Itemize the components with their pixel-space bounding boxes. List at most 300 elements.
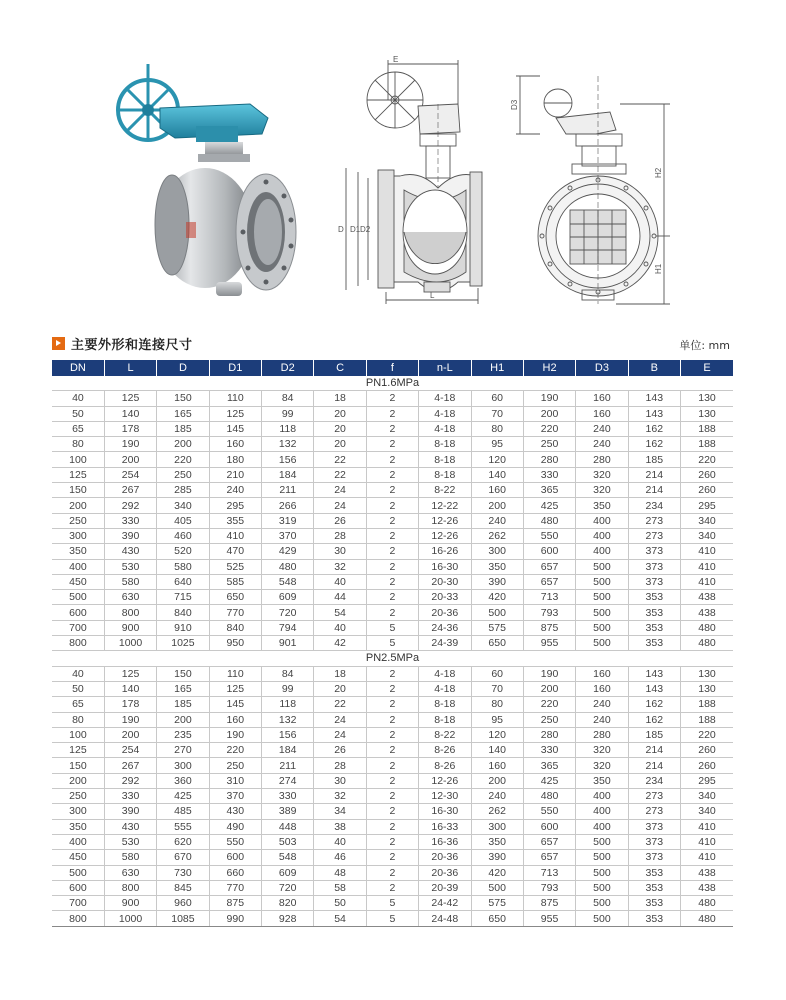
table-cell: 143 — [628, 681, 680, 696]
table-cell: 400 — [52, 834, 104, 849]
valve-photo — [118, 64, 296, 296]
column-header: n-L — [419, 360, 471, 376]
table-cell: 438 — [681, 605, 734, 620]
table-cell: 162 — [628, 421, 680, 436]
table-cell: 910 — [157, 620, 209, 635]
table-cell: 178 — [104, 697, 156, 712]
table-cell: 160 — [576, 666, 628, 681]
table-cell: 24-39 — [419, 636, 471, 651]
table-cell: 657 — [523, 850, 575, 865]
table-cell: 410 — [209, 528, 261, 543]
table-cell: 800 — [104, 880, 156, 895]
table-cell: 240 — [576, 712, 628, 727]
table-cell: 550 — [523, 804, 575, 819]
table-cell: 300 — [471, 544, 523, 559]
table-cell: 585 — [209, 574, 261, 589]
table-cell: 2 — [366, 819, 418, 834]
dim-label-e: E — [393, 55, 399, 64]
table-cell: 28 — [314, 528, 366, 543]
table-cell: 500 — [576, 574, 628, 589]
table-cell: 353 — [628, 911, 680, 926]
table-cell: 200 — [52, 773, 104, 788]
table-cell: 160 — [209, 712, 261, 727]
table-cell: 24 — [314, 498, 366, 513]
table-cell: 630 — [104, 590, 156, 605]
table-cell: 185 — [628, 452, 680, 467]
table-cell: 657 — [523, 834, 575, 849]
table-cell: 640 — [157, 574, 209, 589]
table-cell: 657 — [523, 559, 575, 574]
table-cell: 20-33 — [419, 590, 471, 605]
column-header: D1 — [209, 360, 261, 376]
table-cell: 145 — [209, 697, 261, 712]
table-cell: 2 — [366, 850, 418, 865]
table-cell: 700 — [52, 896, 104, 911]
table-cell: 2 — [366, 605, 418, 620]
table-row — [52, 666, 733, 681]
dim-label-d2: D2 — [360, 225, 371, 234]
table-cell: 480 — [262, 559, 314, 574]
table-cell: 340 — [681, 528, 734, 543]
table-cell: 2 — [366, 773, 418, 788]
table-cell: 5 — [366, 911, 418, 926]
table-cell: 480 — [681, 636, 734, 651]
table-cell: 1085 — [157, 911, 209, 926]
table-cell: 140 — [471, 467, 523, 482]
table-cell: 353 — [628, 590, 680, 605]
table-cell: 262 — [471, 804, 523, 819]
table-cell: 340 — [157, 498, 209, 513]
table-cell: 350 — [52, 544, 104, 559]
table-cell: 26 — [314, 743, 366, 758]
table-cell: 500 — [576, 834, 628, 849]
table-cell: 770 — [209, 880, 261, 895]
table-cell: 50 — [52, 406, 104, 421]
table-cell: 160 — [576, 681, 628, 696]
table-cell: 240 — [576, 697, 628, 712]
table-cell: 5 — [366, 896, 418, 911]
table-cell: 548 — [262, 850, 314, 865]
table-row — [52, 804, 733, 819]
table-cell: 8-18 — [419, 712, 471, 727]
table-cell: 525 — [209, 559, 261, 574]
table-cell: 300 — [157, 758, 209, 773]
table-cell: 266 — [262, 498, 314, 513]
table-cell: 160 — [471, 758, 523, 773]
dim-label-d1: D1 — [350, 225, 361, 234]
table-cell: 250 — [209, 758, 261, 773]
table-cell: 600 — [523, 544, 575, 559]
table-cell: 273 — [628, 528, 680, 543]
table-cell: 389 — [262, 804, 314, 819]
table-cell: 30 — [314, 544, 366, 559]
table-cell: 20 — [314, 421, 366, 436]
table-cell: 650 — [471, 911, 523, 926]
table-cell: 360 — [157, 773, 209, 788]
table-row — [52, 850, 733, 865]
table-cell: 2 — [366, 498, 418, 513]
table-cell: 8-18 — [419, 452, 471, 467]
table-cell: 214 — [628, 467, 680, 482]
table-cell: 190 — [104, 712, 156, 727]
table-cell: 80 — [471, 697, 523, 712]
table-cell: 150 — [52, 483, 104, 498]
table-cell: 480 — [681, 896, 734, 911]
table-cell: 793 — [523, 880, 575, 895]
dim-label-l: L — [430, 291, 435, 300]
table-cell: 234 — [628, 498, 680, 513]
table-cell: 353 — [628, 880, 680, 895]
table-cell: 400 — [576, 544, 628, 559]
table-row — [52, 574, 733, 589]
table-cell: 12-30 — [419, 789, 471, 804]
table-cell: 840 — [209, 620, 261, 635]
table-cell: 955 — [523, 911, 575, 926]
table-cell: 240 — [471, 513, 523, 528]
table-cell: 425 — [523, 498, 575, 513]
table-cell: 353 — [628, 865, 680, 880]
table-cell: 580 — [104, 850, 156, 865]
table-cell: 845 — [157, 880, 209, 895]
table-cell: 120 — [471, 452, 523, 467]
table-cell: 609 — [262, 590, 314, 605]
table-row — [52, 391, 733, 406]
table-cell: 280 — [523, 452, 575, 467]
table-cell: 30 — [314, 773, 366, 788]
table-cell: 520 — [157, 544, 209, 559]
table-cell: 320 — [576, 483, 628, 498]
table-cell: 630 — [104, 865, 156, 880]
column-header: C — [314, 360, 366, 376]
table-cell: 480 — [523, 789, 575, 804]
table-cell: 800 — [52, 911, 104, 926]
table-cell: 54 — [314, 605, 366, 620]
table-cell: 65 — [52, 697, 104, 712]
pressure-group-label: PN2.5MPa — [52, 651, 733, 666]
table-cell: 500 — [576, 865, 628, 880]
table-cell: 600 — [52, 605, 104, 620]
table-row — [52, 498, 733, 513]
table-cell: 2 — [366, 544, 418, 559]
table-cell: 143 — [628, 391, 680, 406]
table-cell: 34 — [314, 804, 366, 819]
table-cell: 12-26 — [419, 773, 471, 788]
table-cell: 70 — [471, 406, 523, 421]
table-cell: 373 — [628, 850, 680, 865]
table-cell: 54 — [314, 911, 366, 926]
table-cell: 262 — [471, 528, 523, 543]
table-cell: 2 — [366, 574, 418, 589]
table-row — [52, 437, 733, 452]
table-cell: 500 — [52, 865, 104, 880]
table-cell: 400 — [576, 789, 628, 804]
table-cell: 2 — [366, 513, 418, 528]
table-cell: 200 — [523, 681, 575, 696]
table-cell: 99 — [262, 681, 314, 696]
table-cell: 503 — [262, 834, 314, 849]
table-cell: 60 — [471, 391, 523, 406]
table-cell: 273 — [628, 804, 680, 819]
table-cell: 400 — [576, 804, 628, 819]
table-cell: 274 — [262, 773, 314, 788]
table-cell: 240 — [576, 421, 628, 436]
table-cell: 2 — [366, 452, 418, 467]
table-cell: 200 — [52, 498, 104, 513]
table-cell: 40 — [314, 620, 366, 635]
table-cell: 40 — [314, 574, 366, 589]
table-cell: 353 — [628, 896, 680, 911]
table-cell: 125 — [52, 743, 104, 758]
table-cell: 190 — [523, 666, 575, 681]
table-cell: 156 — [262, 727, 314, 742]
table-cell: 500 — [576, 559, 628, 574]
table-row — [52, 834, 733, 849]
table-cell: 50 — [314, 896, 366, 911]
table-cell: 250 — [52, 513, 104, 528]
column-header: D — [157, 360, 209, 376]
table-cell: 58 — [314, 880, 366, 895]
table-cell: 950 — [209, 636, 261, 651]
table-cell: 260 — [681, 467, 734, 482]
table-cell: 260 — [681, 758, 734, 773]
table-cell: 390 — [471, 850, 523, 865]
table-cell: 657 — [523, 574, 575, 589]
table-cell: 26 — [314, 513, 366, 528]
table-cell: 1000 — [104, 911, 156, 926]
table-cell: 140 — [104, 681, 156, 696]
table-cell: 165 — [157, 681, 209, 696]
table-cell: 2 — [366, 528, 418, 543]
table-cell: 2 — [366, 391, 418, 406]
table-cell: 99 — [262, 406, 314, 421]
table-cell: 20-36 — [419, 605, 471, 620]
table-cell: 200 — [157, 437, 209, 452]
table-cell: 130 — [681, 391, 734, 406]
table-cell: 900 — [104, 620, 156, 635]
table-cell: 4-18 — [419, 681, 471, 696]
table-cell: 130 — [681, 666, 734, 681]
table-cell: 330 — [262, 789, 314, 804]
table-cell: 450 — [52, 850, 104, 865]
table-cell: 353 — [628, 636, 680, 651]
table-cell: 130 — [681, 681, 734, 696]
table-cell: 2 — [366, 865, 418, 880]
table-cell: 160 — [576, 406, 628, 421]
pressure-group-row — [52, 376, 733, 391]
table-cell: 875 — [523, 896, 575, 911]
table-cell: 548 — [262, 574, 314, 589]
table-cell: 188 — [681, 437, 734, 452]
column-header: H1 — [471, 360, 523, 376]
column-header: B — [628, 360, 680, 376]
table-cell: 40 — [314, 834, 366, 849]
table-cell: 132 — [262, 437, 314, 452]
table-cell: 2 — [366, 712, 418, 727]
table-cell: 390 — [471, 574, 523, 589]
table-cell: 24-48 — [419, 911, 471, 926]
table-cell: 820 — [262, 896, 314, 911]
table-cell: 609 — [262, 865, 314, 880]
table-cell: 450 — [52, 574, 104, 589]
table-cell: 200 — [157, 712, 209, 727]
table-cell: 18 — [314, 391, 366, 406]
product-figures — [0, 0, 786, 320]
table-row — [52, 758, 733, 773]
table-cell: 350 — [471, 559, 523, 574]
table-cell: 44 — [314, 590, 366, 605]
table-cell: 250 — [52, 789, 104, 804]
table-cell: 500 — [576, 620, 628, 635]
table-cell: 960 — [157, 896, 209, 911]
table-cell: 24 — [314, 727, 366, 742]
table-cell: 254 — [104, 467, 156, 482]
table-cell: 162 — [628, 697, 680, 712]
table-cell: 184 — [262, 743, 314, 758]
column-header: L — [104, 360, 156, 376]
table-cell: 8-18 — [419, 467, 471, 482]
table-cell: 470 — [209, 544, 261, 559]
table-cell: 280 — [576, 452, 628, 467]
table-cell: 340 — [681, 789, 734, 804]
table-cell: 720 — [262, 605, 314, 620]
table-cell: 300 — [471, 819, 523, 834]
table-cell: 2 — [366, 406, 418, 421]
table-cell: 143 — [628, 666, 680, 681]
column-header: E — [681, 360, 734, 376]
table-cell: 38 — [314, 819, 366, 834]
table-cell: 100 — [52, 727, 104, 742]
table-cell: 429 — [262, 544, 314, 559]
column-header: DN — [52, 360, 104, 376]
table-cell: 390 — [104, 804, 156, 819]
table-cell: 373 — [628, 559, 680, 574]
table-cell: 2 — [366, 590, 418, 605]
table-cell: 42 — [314, 636, 366, 651]
table-cell: 156 — [262, 452, 314, 467]
table-cell: 32 — [314, 559, 366, 574]
table-cell: 2 — [366, 421, 418, 436]
table-cell: 24-36 — [419, 620, 471, 635]
table-cell: 4-18 — [419, 391, 471, 406]
table-cell: 500 — [471, 605, 523, 620]
table-cell: 240 — [576, 437, 628, 452]
table-row — [52, 727, 733, 742]
table-cell: 310 — [209, 773, 261, 788]
table-cell: 5 — [366, 636, 418, 651]
table-cell: 20 — [314, 437, 366, 452]
table-row — [52, 421, 733, 436]
table-row — [52, 880, 733, 895]
table-cell: 319 — [262, 513, 314, 528]
table-cell: 555 — [157, 819, 209, 834]
table-cell: 16-36 — [419, 834, 471, 849]
table-cell: 162 — [628, 437, 680, 452]
table-cell: 575 — [471, 620, 523, 635]
column-header: D3 — [576, 360, 628, 376]
table-cell: 280 — [523, 727, 575, 742]
table-cell: 1000 — [104, 636, 156, 651]
table-cell: 24 — [314, 483, 366, 498]
table-cell: 2 — [366, 559, 418, 574]
table-cell: 500 — [576, 850, 628, 865]
table-cell: 2 — [366, 758, 418, 773]
table-cell: 20 — [314, 406, 366, 421]
table-cell: 410 — [681, 574, 734, 589]
dim-label-h1: H1 — [654, 263, 663, 274]
table-cell: 300 — [52, 528, 104, 543]
table-cell: 730 — [157, 865, 209, 880]
table-cell: 373 — [628, 834, 680, 849]
table-cell: 2 — [366, 880, 418, 895]
dim-label-d: D — [338, 225, 344, 234]
table-cell: 2 — [366, 789, 418, 804]
table-cell: 438 — [681, 590, 734, 605]
table-cell: 340 — [681, 513, 734, 528]
table-cell: 16-30 — [419, 804, 471, 819]
table-cell: 480 — [681, 620, 734, 635]
table-cell: 2 — [366, 483, 418, 498]
table-row — [52, 743, 733, 758]
unit-label: 单位: mm — [679, 339, 730, 352]
table-cell: 340 — [681, 804, 734, 819]
table-cell: 438 — [681, 880, 734, 895]
table-cell: 575 — [471, 896, 523, 911]
table-cell: 480 — [523, 513, 575, 528]
play-arrow-icon — [52, 337, 65, 350]
table-cell: 150 — [157, 391, 209, 406]
table-cell: 8-18 — [419, 697, 471, 712]
table-cell: 70 — [471, 681, 523, 696]
table-cell: 160 — [209, 437, 261, 452]
table-cell: 600 — [209, 850, 261, 865]
table-cell: 84 — [262, 666, 314, 681]
table-cell: 32 — [314, 789, 366, 804]
table-cell: 500 — [576, 880, 628, 895]
table-cell: 214 — [628, 743, 680, 758]
table-cell: 20-39 — [419, 880, 471, 895]
table-cell: 200 — [104, 727, 156, 742]
table-cell: 220 — [523, 697, 575, 712]
table-cell: 400 — [576, 528, 628, 543]
table-cell: 220 — [157, 452, 209, 467]
table-cell: 235 — [157, 727, 209, 742]
table-cell: 20-30 — [419, 574, 471, 589]
table-cell: 370 — [209, 789, 261, 804]
table-cell: 160 — [576, 391, 628, 406]
section-title: 主要外形和连接尺寸 — [71, 337, 193, 353]
table-cell: 185 — [157, 697, 209, 712]
table-row — [52, 467, 733, 482]
table-cell: 8-26 — [419, 758, 471, 773]
table-row — [52, 406, 733, 421]
table-cell: 220 — [681, 727, 734, 742]
table-cell: 48 — [314, 865, 366, 880]
table-cell: 2 — [366, 804, 418, 819]
table-cell: 300 — [52, 804, 104, 819]
table-cell: 150 — [52, 758, 104, 773]
table-cell: 1025 — [157, 636, 209, 651]
table-cell: 500 — [576, 590, 628, 605]
table-cell: 250 — [523, 712, 575, 727]
table-cell: 190 — [104, 437, 156, 452]
table-cell: 448 — [262, 819, 314, 834]
table-cell: 2 — [366, 834, 418, 849]
table-cell: 355 — [209, 513, 261, 528]
table-cell: 260 — [681, 483, 734, 498]
table-row — [52, 605, 733, 620]
table-cell: 2 — [366, 743, 418, 758]
table-cell: 50 — [52, 681, 104, 696]
